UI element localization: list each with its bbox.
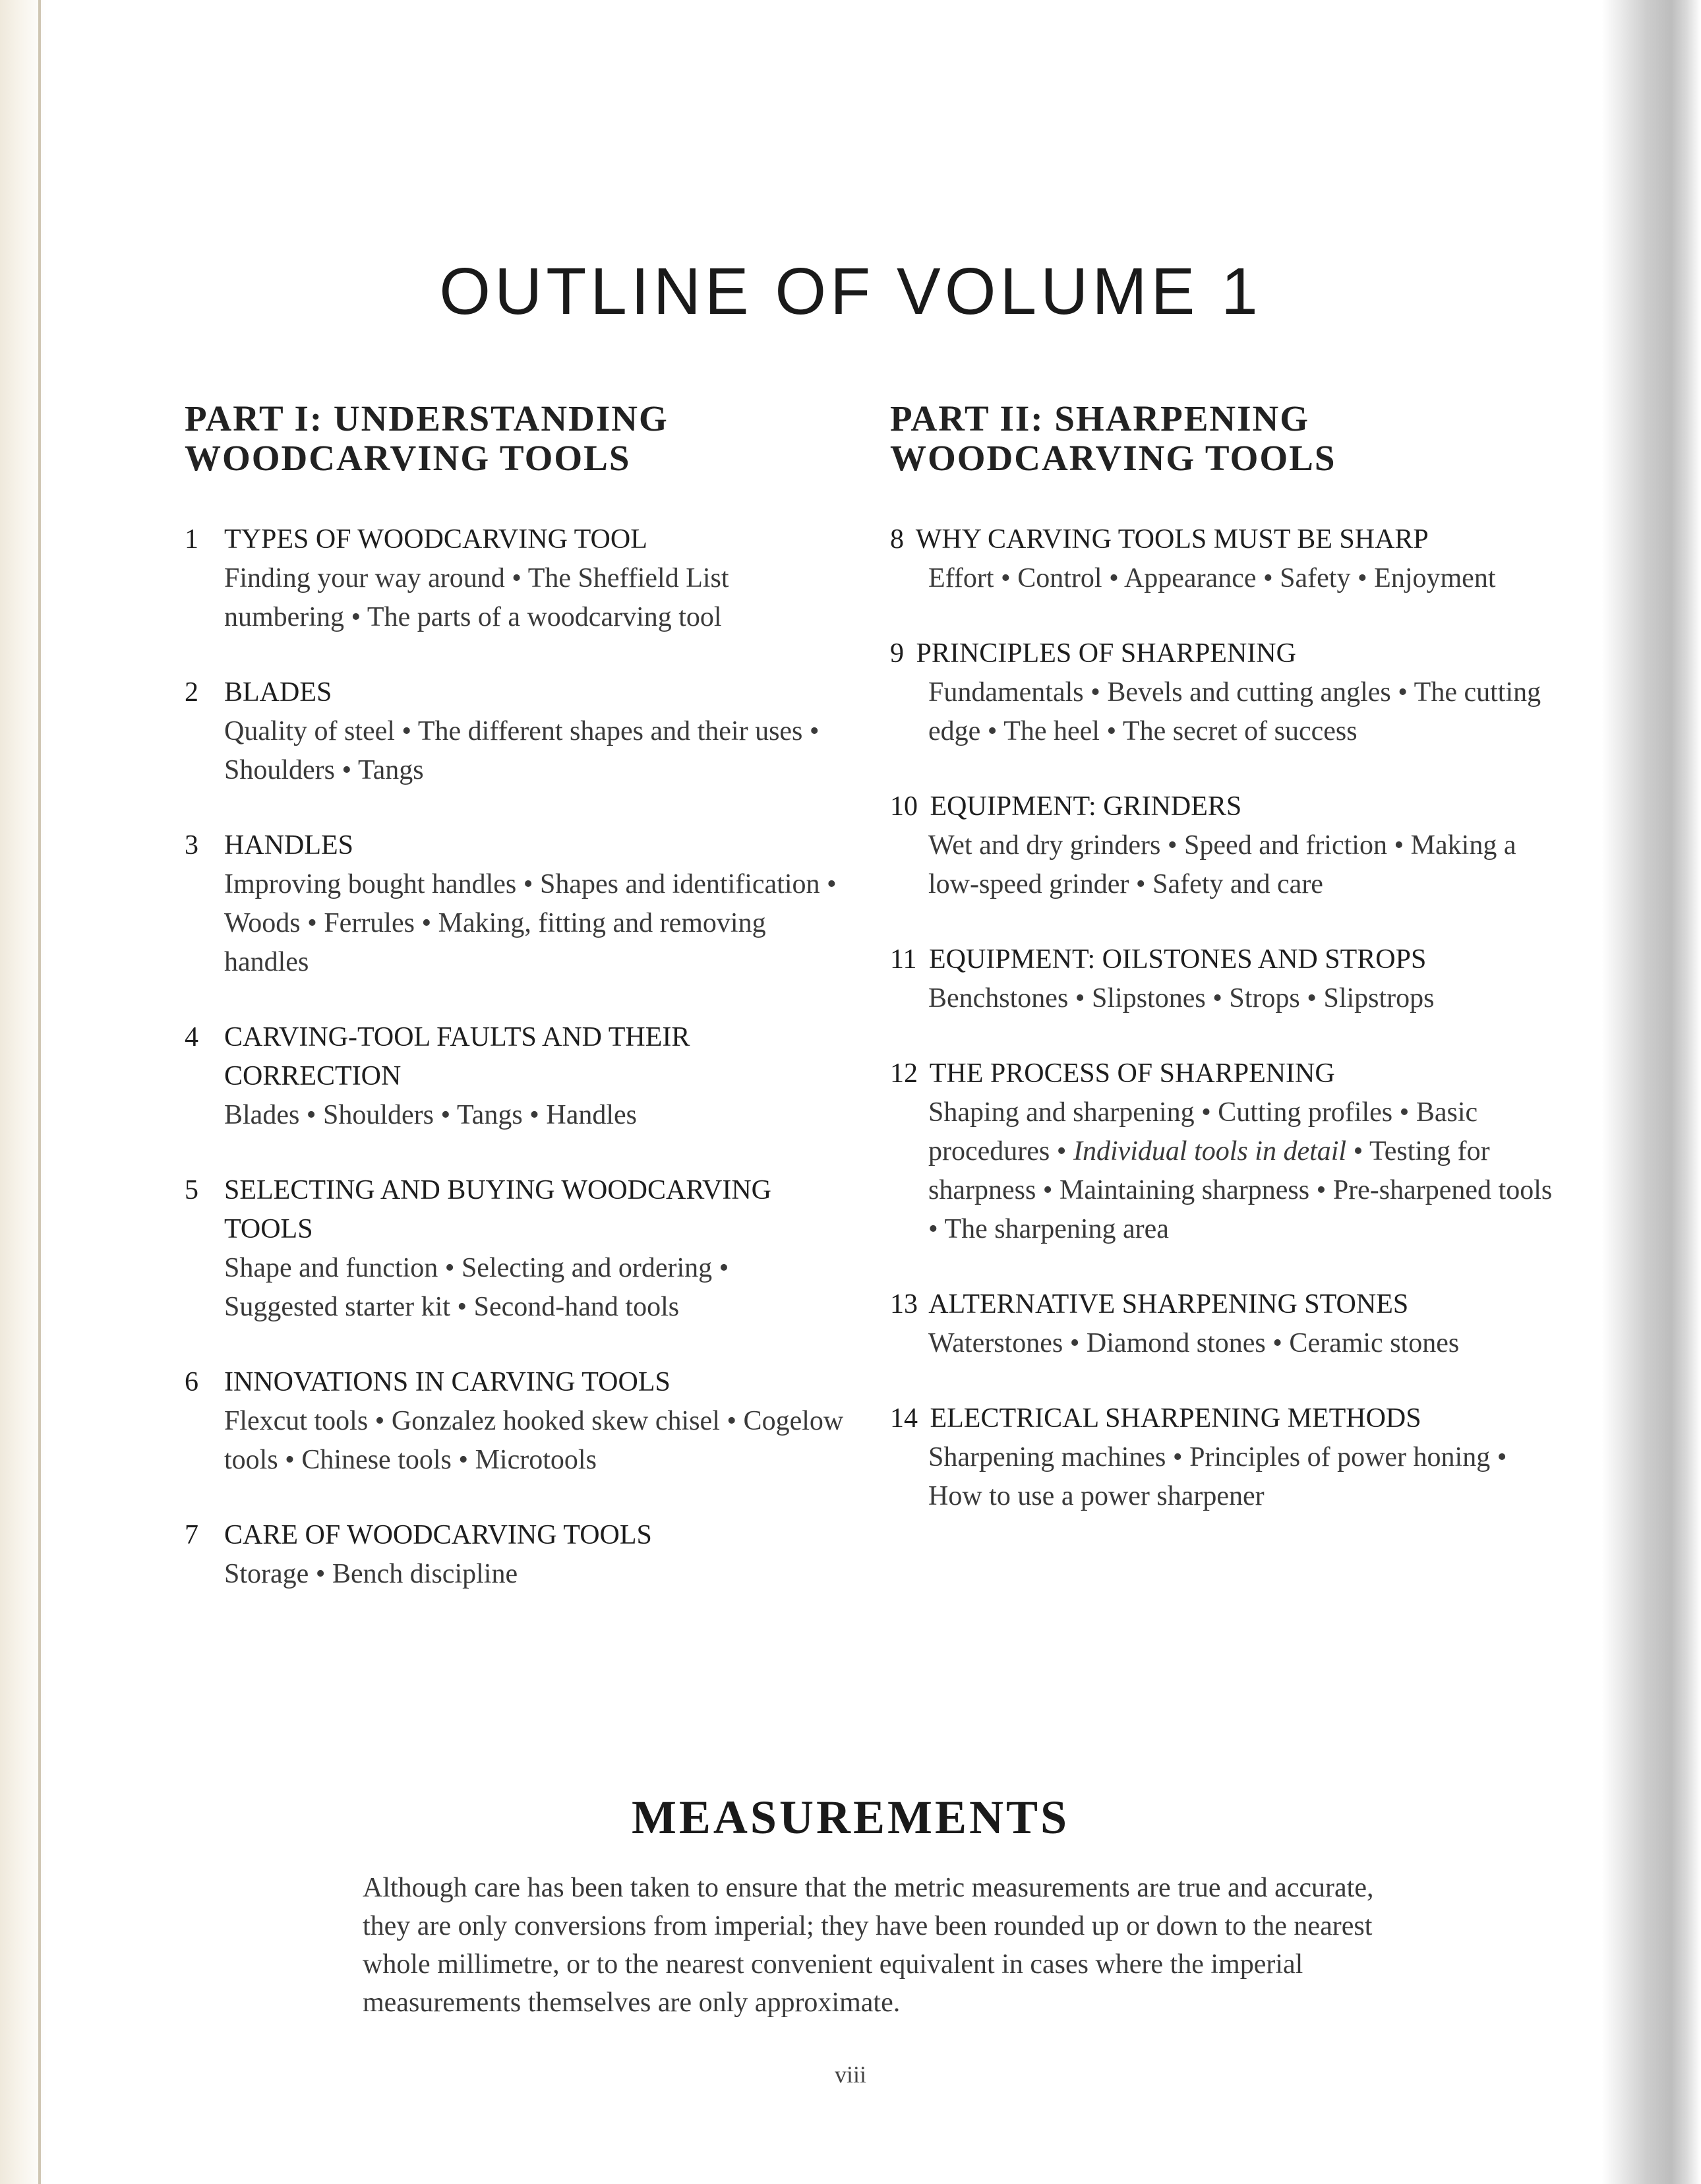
chapter-description: Quality of steel • The different shapes and their uses • Shoulders • Tangs bbox=[224, 716, 820, 785]
chapter-number: 10 bbox=[890, 791, 918, 822]
part-two-heading bbox=[890, 399, 1563, 478]
chapter-description: Shape and function • Selecting and ordering • Suggested starter kit • Second-hand tools bbox=[224, 1253, 729, 1322]
chapter-2 bbox=[185, 673, 844, 790]
chapter-description: Finding your way around • The Sheffield List numbering • The parts of a woodcarving tool bbox=[224, 563, 729, 632]
chapter-description: Flexcut tools • Gonzalez hooked skew chisel • Cogelow tools • Chinese tools • Microtools bbox=[224, 1406, 844, 1475]
chapter-number: 9 bbox=[890, 638, 904, 669]
chapter-title: PRINCIPLES OF SHARPENING bbox=[916, 638, 1296, 669]
chapter-title: INNOVATIONS IN CARVING TOOLS bbox=[224, 1367, 671, 1397]
measurements-title: MEASUREMENTS bbox=[631, 1790, 1070, 1844]
chapter-5 bbox=[185, 1171, 844, 1327]
chapter-13 bbox=[890, 1285, 1563, 1363]
chapter-heading bbox=[890, 1285, 1563, 1324]
page-title: OUTLINE OF VOLUME 1 bbox=[439, 255, 1262, 328]
chapter-7 bbox=[185, 1516, 844, 1594]
chapter-title: CARVING-TOOL FAULTS AND THEIR CORRECTION bbox=[224, 1022, 690, 1091]
chapter-title: BLADES bbox=[224, 677, 332, 708]
chapter-4 bbox=[185, 1018, 844, 1135]
chapter-11 bbox=[890, 940, 1563, 1018]
chapter-8 bbox=[890, 520, 1563, 598]
chapter-10 bbox=[890, 787, 1563, 904]
chapter-heading bbox=[890, 787, 1563, 826]
chapter-number: 13 bbox=[890, 1289, 918, 1320]
chapter-title: SELECTING AND BUYING WOODCARVING TOOLS bbox=[224, 1175, 771, 1244]
chapter-1 bbox=[185, 520, 844, 637]
chapter-description: Benchstones • Slipstones • Strops • Slipstrops bbox=[928, 983, 1435, 1014]
part-one-column bbox=[185, 399, 844, 1594]
chapter-6 bbox=[185, 1363, 844, 1480]
part-one-heading-line1: PART I: UNDERSTANDING bbox=[185, 398, 669, 439]
chapter-heading bbox=[890, 634, 1563, 673]
chapter-description: Blades • Shoulders • Tangs • Handles bbox=[224, 1100, 638, 1130]
chapter-heading bbox=[890, 1399, 1563, 1438]
chapter-description: Wet and dry grinders • Speed and friction • Making a low-speed grinder • Safety and care bbox=[928, 830, 1516, 899]
chapter-title: WHY CARVING TOOLS MUST BE SHARP bbox=[915, 524, 1429, 555]
chapter-number: 8 bbox=[890, 524, 904, 555]
chapter-title: EQUIPMENT: GRINDERS bbox=[930, 791, 1242, 822]
chapter-number: 1 bbox=[185, 524, 198, 555]
chapter-number: 12 bbox=[890, 1058, 918, 1089]
chapter-title: THE PROCESS OF SHARPENING bbox=[929, 1058, 1335, 1089]
chapter-title: TYPES OF WOODCARVING TOOL bbox=[224, 524, 647, 555]
chapter-description: Effort • Control • Appearance • Safety • Enjoyment bbox=[928, 563, 1496, 593]
part-two-column bbox=[890, 399, 1563, 1516]
chapter-description-emphasis: Individual tools in detail bbox=[1073, 1136, 1347, 1167]
chapter-number: 4 bbox=[185, 1022, 198, 1052]
chapter-12 bbox=[890, 1054, 1563, 1249]
chapter-heading bbox=[890, 520, 1563, 559]
chapter-number: 2 bbox=[185, 677, 198, 708]
chapter-number: 11 bbox=[890, 944, 917, 975]
chapter-title: EQUIPMENT: OILSTONES AND STROPS bbox=[928, 944, 1427, 975]
part-one-heading bbox=[185, 399, 844, 478]
chapter-description: Sharpening machines • Principles of power honing • How to use a power sharpener bbox=[928, 1442, 1507, 1511]
chapter-description-part-b: • Testing for sharpness • Maintaining sharpness • Pre-sharpened tools • The sharpening area bbox=[928, 1136, 1553, 1244]
chapter-number: 6 bbox=[185, 1367, 198, 1397]
chapter-description-part-a: Shaping and sharpening • Cutting profiles • Basic procedures • bbox=[928, 1097, 1478, 1167]
part-two-heading-line2: WOODCARVING TOOLS bbox=[890, 438, 1336, 478]
chapter-number: 7 bbox=[185, 1520, 198, 1550]
chapter-title: ALTERNATIVE SHARPENING STONES bbox=[928, 1289, 1409, 1320]
chapter-description: Storage • Bench discipline bbox=[224, 1559, 518, 1589]
part-one-heading-line2: WOODCARVING TOOLS bbox=[185, 438, 631, 478]
measurements-text: Although care has been taken to ensure that the metric measurements are true and accurate, they are only conversions from imperial; they have been rounded up or down to the nearest whole millimetre, or to the nearest convenient equivalent in cases where the imperial measurements themselves are only approximate. bbox=[363, 1873, 1374, 2018]
chapter-number: 14 bbox=[890, 1403, 918, 1434]
page-number: viii bbox=[834, 2061, 866, 2088]
chapter-title: HANDLES bbox=[224, 830, 353, 861]
chapter-heading bbox=[890, 1054, 1563, 1093]
chapter-14 bbox=[890, 1399, 1563, 1516]
chapter-title: ELECTRICAL SHARPENING METHODS bbox=[930, 1403, 1421, 1434]
chapter-9 bbox=[890, 634, 1563, 751]
chapter-number: 5 bbox=[185, 1175, 198, 1205]
part-two-heading-line1: PART II: SHARPENING bbox=[890, 398, 1310, 439]
chapter-title: CARE OF WOODCARVING TOOLS bbox=[224, 1520, 652, 1550]
chapter-heading bbox=[890, 940, 1563, 979]
chapter-description: Waterstones • Diamond stones • Ceramic stones bbox=[928, 1328, 1460, 1358]
chapter-description: Fundamentals • Bevels and cutting angles • The cutting edge • The heel • The secret of success bbox=[928, 677, 1541, 746]
chapter-description: Improving bought handles • Shapes and identification • Woods • Ferrules • Making, fitting and removing handles bbox=[224, 869, 837, 977]
chapter-number: 3 bbox=[185, 830, 198, 861]
chapter-description bbox=[890, 1093, 1563, 1249]
chapter-3 bbox=[185, 826, 844, 982]
